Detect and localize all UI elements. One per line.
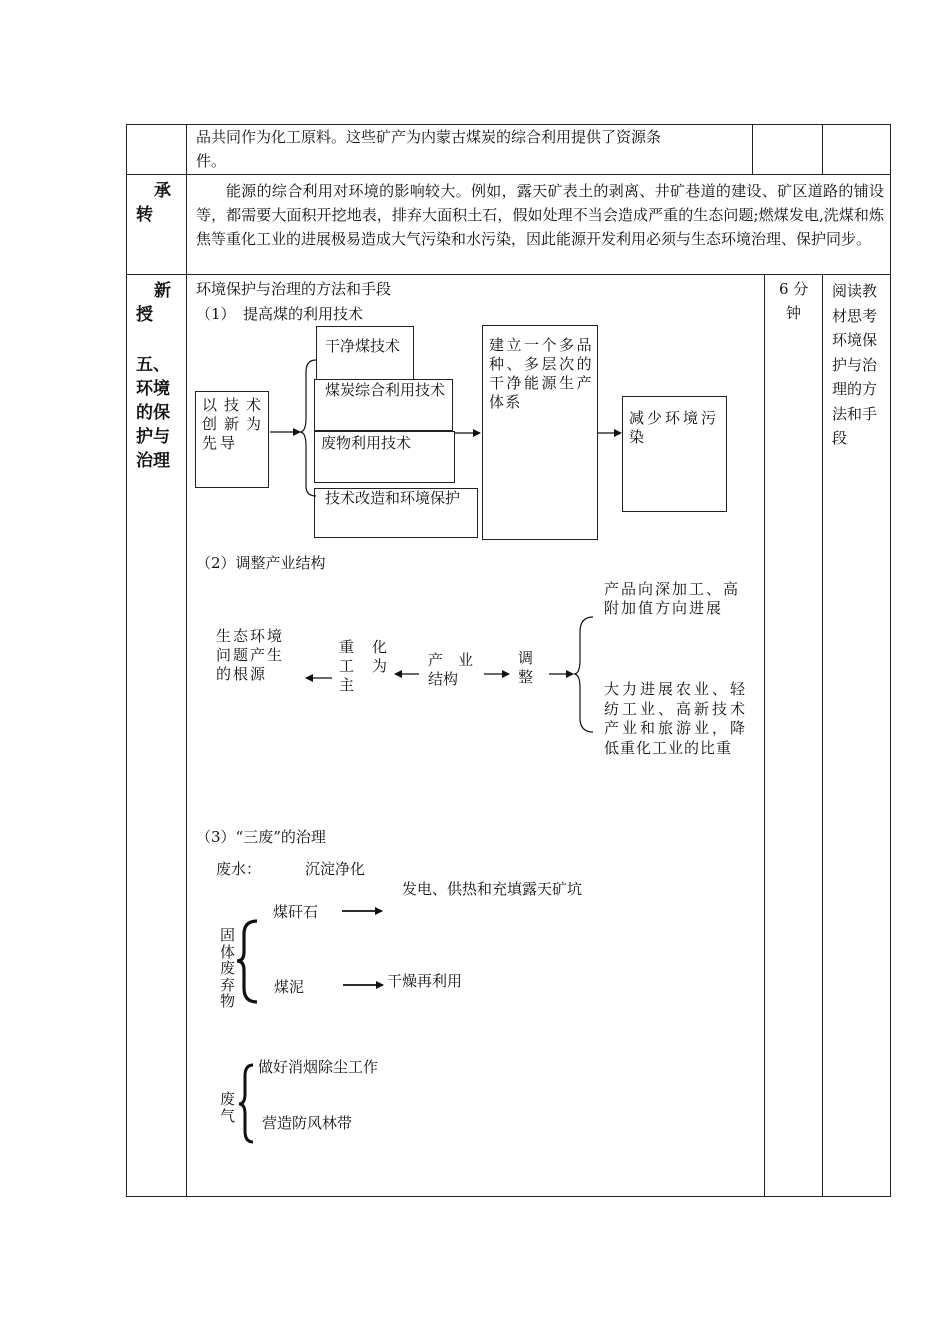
tech-label-reform: 技术改造和环境保护	[325, 489, 461, 507]
sludge-use: 干燥再利用	[387, 972, 463, 990]
section1-title: （1） 提高煤的利用技术	[196, 305, 364, 323]
reduce-pollution-text: 减少环境污染	[629, 409, 720, 446]
wastewater-method: 沉淀净化	[305, 860, 366, 878]
heavy-industry-col1: 重工主	[339, 638, 355, 694]
industry-structure-text: 产 业结构	[428, 651, 474, 688]
section-label-protect: 护与	[136, 427, 170, 447]
gangue-label: 煤矸石	[273, 903, 319, 921]
content-heading: 环境保护与治理的方法和手段	[196, 280, 392, 298]
top-row-text-line1: 品共同作为化工原料。这些矿产为内蒙古煤炭的综合利用提供了资源条	[196, 128, 662, 146]
sludge-label: 煤泥	[274, 978, 305, 996]
innovation-text: 以技术创新为先导	[202, 396, 264, 452]
section-label-five: 五、	[136, 355, 170, 375]
gangue-use: 发电、供热和充填露天矿坑	[402, 880, 583, 898]
option-deep-processing: 产品向深加工、高附加值方向进展	[604, 580, 741, 617]
gas-measure-1: 做好消烟除尘工作	[258, 1058, 379, 1076]
root-cause-text: 生态环境问题产生的根源	[216, 627, 285, 683]
tech-label-waste: 废物利用技术	[321, 434, 412, 452]
section-label-env: 环境	[136, 379, 170, 399]
time-allocation-2: 钟	[786, 304, 802, 322]
transition-label-1: 承	[154, 181, 171, 201]
section-label-govern: 治理	[136, 451, 170, 471]
time-allocation-1: 6 分	[779, 280, 809, 298]
options-brace	[574, 617, 593, 732]
solid-waste-label: 固体废弃物	[220, 926, 236, 1010]
section-label-new: 新	[154, 281, 171, 301]
energy-system-text: 建立一个多品种、多层次的干净能源生产体系	[489, 336, 593, 411]
section3-title: （3）“三废”的治理	[196, 828, 326, 846]
transition-label-2: 转	[136, 205, 153, 225]
section-label-teach: 授	[136, 305, 153, 325]
top-row-text-line2: 件。	[196, 152, 227, 170]
tech-label-clean-coal: 干净煤技术	[325, 337, 401, 355]
tech-label-comprehensive: 煤炭综合利用技术	[325, 381, 446, 399]
section2-title: （2）调整产业结构	[196, 554, 326, 572]
heavy-industry-col2: 化为	[372, 638, 388, 675]
waste-gas-brace	[239, 1065, 253, 1142]
wastewater-label: 废水：	[216, 860, 262, 878]
section-label-of: 的保	[136, 403, 170, 423]
tech-brace	[300, 360, 316, 496]
gas-measure-2: 营造防风林带	[262, 1114, 353, 1132]
student-activity: 阅读教材思考环境保护与治理的方法和手段	[832, 282, 878, 447]
option-develop-industries: 大力进展农业、轻纺工业、高新技术产业和旅游业，降低重化工业的比重	[604, 680, 746, 757]
transition-paragraph: 能源的综合利用对环境的影响较大。例如，露天矿表土的剥离、井矿巷道的建设、矿区道路的铺设等，都需要大面积开挖地表，排弃大面积土石，假如处理不当会造成严重的生态问题;燃煤发电,洗煤和炼焦等重化工业的进展极易造成大气污染和水污染，因此能源开发利用必须与生态环境治理、保护同步。	[196, 182, 884, 248]
solid-waste-brace	[237, 921, 257, 1002]
waste-gas-label: 废气	[220, 1090, 236, 1125]
adjust-text: 调整	[518, 649, 534, 686]
